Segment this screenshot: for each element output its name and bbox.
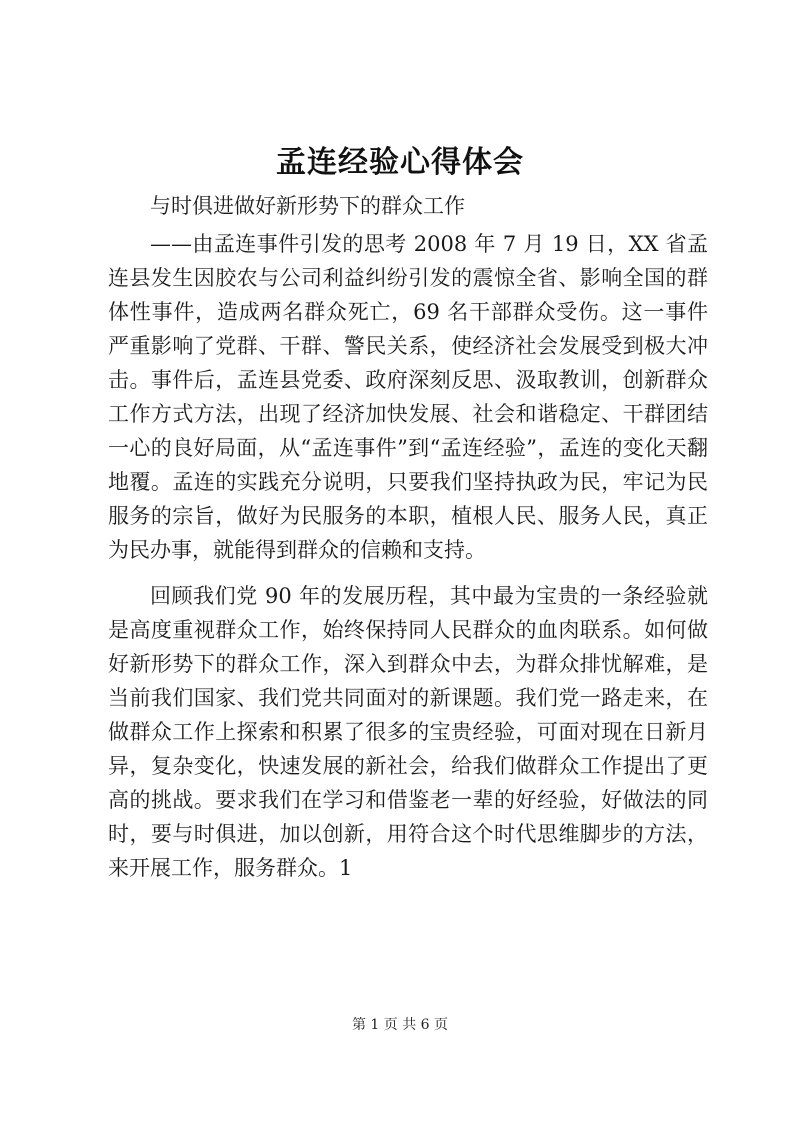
body-paragraph-1: ——由孟连事件引发的思考 2008 年 7 月 19 日，XX 省孟连县发生因胶农与公司利益纠纷引发的震惊全省、影响全国的群体性事件，造成两名群众死亡，69 名干部群众受伤。这一事件严重影响了党群、干群、警民关系，使经济社会发展受到极大冲击。事件后，孟连县党委、政府深刻反思、汲取教训，创新群众工作方式方法，出现了经济加快发展、社会和谐稳定、干群团结一心的良好局面，从“孟连事件”到“孟连经验”，孟连的变化天翻地覆。孟连的实践充分说明，只要我们坚持执政为民，牢记为民服务的宗旨，做好为民服务的本职，植根人民、服务人民，真正为民办事，就能得到群众的信赖和支持。 [108,232,708,562]
page-footer: 第 1 页 共 6 页 [351,1017,449,1033]
subtitle-paragraph: 与时俱进做好新形势下的群众工作 [150,194,465,218]
document-title: 孟连经验心得体会 [276,145,524,180]
document-body [108,189,708,885]
body-paragraph-2: 回顾我们党 90 年的发展历程，其中最为宝贵的一条经验就是高度重视群众工作，始终保持同人民群众的血肉联系。如何做好新形势下的群众工作，深入到群众中去，为群众排忧解难，是当前我们国家、我们党共同面对的新课题。我们党一路走来，在做群众工作上探索和积累了很多的宝贵经验，可面对现在日新月异，复杂变化，快速发展的新社会，给我们做群众工作提出了更高的挑战。要求我们在学习和借鉴老一辈的好经验，好做法的同时，要与时俱进，加以创新，用符合这个时代思维脚步的方法，来开展工作，服务群众。1 [108,584,708,880]
